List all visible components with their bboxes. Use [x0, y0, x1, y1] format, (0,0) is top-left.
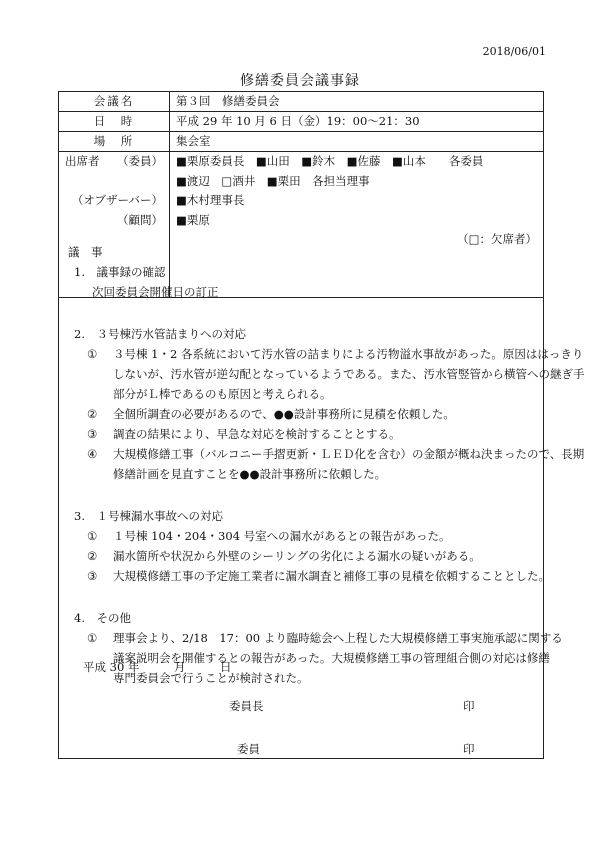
item-number: ①	[87, 347, 98, 361]
section-2-title: 2. ３号棟汚水管詰まりへの対応	[74, 327, 246, 341]
datetime-row	[59, 112, 543, 132]
item-text	[113, 444, 584, 484]
item-number: ①	[87, 631, 98, 645]
section-3-items	[68, 526, 550, 586]
agenda-item	[68, 404, 538, 424]
agenda-item	[68, 344, 585, 404]
observer-value: ■木村理事長	[176, 193, 245, 207]
agenda-item	[68, 526, 538, 546]
item-line: 専門委員会で行うことが検討された。	[113, 671, 309, 685]
advisor-label: （顧問）	[117, 212, 163, 227]
agenda-item	[68, 546, 538, 566]
place-row	[59, 132, 543, 152]
item-line: 大規模修繕工事（バルコニー手摺更新・ＬＥＤ化を含む）の金額が概ね決まったので、長期	[113, 447, 585, 461]
item-text	[113, 424, 538, 444]
minutes-body	[68, 242, 585, 688]
advisor-value: ■栗原	[176, 212, 210, 227]
member-label: 委員	[237, 742, 260, 756]
section-1-title: 1. 議事録の確認	[74, 265, 166, 279]
datetime-label: 日 時	[59, 112, 170, 132]
item-number: ④	[87, 447, 98, 461]
section-1-text: 次回委員会開催日の訂正	[92, 285, 219, 299]
agenda-item	[68, 566, 550, 586]
document-date: 2018/06/01	[482, 45, 546, 58]
member-seal: 印	[463, 742, 475, 756]
item-line: 調査の結果により、早急な対応を検討することとする。	[113, 427, 401, 441]
members-line-1: ■栗原委員長 ■山田 ■鈴木 ■佐藤 ■山本 各委員	[176, 154, 484, 168]
meeting-value: 第３回 修繕委員会	[170, 92, 544, 112]
item-line: 議案説明会を開催するとの報告があった。大規模修繕工事の管理組合側の対応は修繕	[113, 651, 550, 665]
chair-seal: 印	[463, 699, 475, 713]
meeting-row	[59, 92, 543, 112]
item-line: しないが、汚水管が逆勾配となっているようである。また、汚水管竪管から横管への継ぎ手	[113, 367, 585, 381]
item-text	[113, 526, 538, 546]
section-3-title: 3. １号棟漏水事故への対応	[74, 509, 223, 523]
section-2-items	[68, 344, 585, 484]
meeting-label: 会議名	[59, 92, 170, 112]
item-line: 理事会より、2/18 17：00 より臨時総会へ上程した大規模修繕工事実施承認に関する	[113, 631, 563, 645]
item-line: １号棟 104・204・304 号室への漏水があるとの報告があった。	[113, 529, 451, 543]
attendees-label-line	[65, 152, 163, 172]
agenda-item	[68, 444, 585, 484]
attendees-label: 出席者	[65, 154, 100, 168]
minutes-frame	[58, 91, 585, 759]
item-line: 部分がＬ棒であるのも原因と考えられる。	[113, 387, 332, 401]
item-line: 修繕計画を見直すことを●●設計事務所に依頼した。	[113, 467, 387, 481]
item-text	[113, 546, 538, 566]
item-number: ②	[87, 407, 98, 421]
item-line: 全個所調査の必要があるので、●●設計事務所に見積を依頼した。	[113, 407, 455, 421]
item-text	[113, 344, 585, 404]
section-4-items	[68, 628, 563, 688]
item-text	[113, 566, 550, 586]
agenda-heading: 議 事	[68, 245, 103, 259]
item-line: 漏水箇所や状況から外壁のシーリングの劣化による漏水の疑いがある。	[113, 549, 481, 563]
sign-date: 平成 30 年 月 日	[83, 660, 232, 674]
item-line: ３号棟 1・2 各系統において汚水管の詰まりによる汚物溢水事故があった。原因ははっきり	[113, 347, 584, 361]
members-line-2: ■渡辺 □酒井 ■栗田 各担当理事	[176, 173, 370, 188]
members-label: （委員）	[117, 154, 163, 168]
item-number: ③	[87, 427, 98, 441]
item-text	[113, 628, 563, 688]
item-number: ③	[87, 569, 98, 583]
absent-note: （□：欠席者）	[457, 232, 537, 246]
item-line: 大規模修繕工事の予定施工業者に漏水調査と補修工事の見積を依頼することとした。	[113, 569, 550, 583]
agenda-item	[68, 424, 538, 444]
item-number: ①	[87, 529, 98, 543]
section-4-title: 4. その他	[74, 611, 131, 625]
chair-label: 委員長	[229, 699, 264, 713]
document-title: 修繕委員会議事録	[240, 73, 360, 89]
place-value: 集会室	[170, 132, 544, 152]
observer-label: （オブザーバー）	[71, 193, 163, 207]
place-label: 場 所	[59, 132, 170, 152]
datetime-value: 平成 29 年 10 月 6 日（金）19：00〜21：30	[170, 112, 544, 132]
item-number: ②	[87, 549, 98, 563]
agenda-item	[68, 628, 563, 688]
item-text	[113, 404, 538, 424]
